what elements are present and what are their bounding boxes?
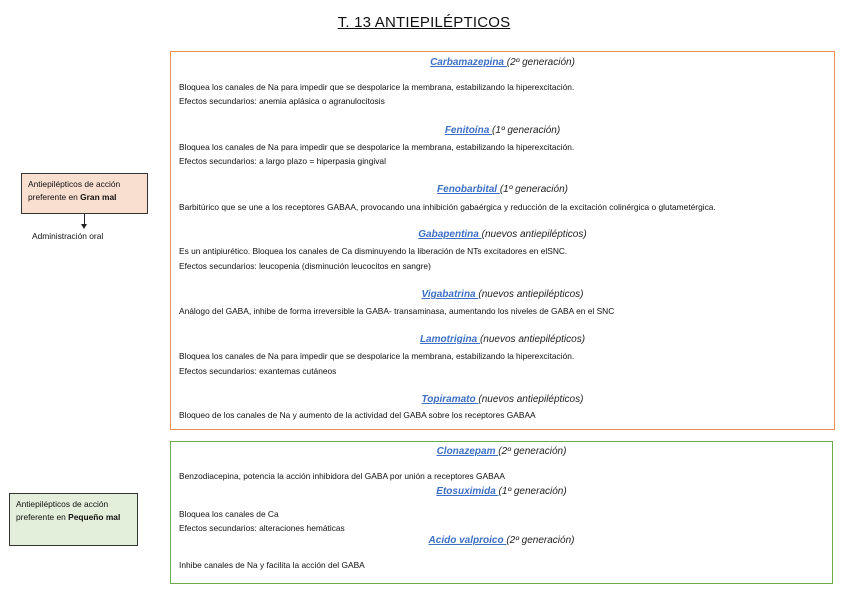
- drug-title: [171, 394, 834, 405]
- drug-generation: (2º generación): [498, 446, 567, 457]
- drug-title: [171, 486, 832, 497]
- drug-title: [171, 57, 834, 68]
- drug-name: Clonazepam: [436, 446, 499, 457]
- drug-title: [171, 125, 834, 136]
- drug-title: [171, 446, 832, 457]
- gran-mal-label-prefix: Antiepilépticos de acción preferente en: [28, 179, 121, 202]
- drug-generation: (nuevos antiepilépticos): [478, 289, 584, 300]
- drug-title: [171, 535, 832, 546]
- drug-description: Efectos secundarios: leucopenia (disminución leucocitos en sangre): [179, 261, 431, 271]
- drug-title: [171, 184, 834, 195]
- drug-generation: (1º generación): [492, 125, 561, 136]
- drug-name: Gabapentina: [418, 229, 482, 240]
- drug-description: Inhibe canales de Na y facilita la acción del GABA: [179, 560, 365, 570]
- administration-note: Administración oral: [32, 231, 104, 241]
- drug-description: Efectos secundarios: alteraciones hemáticas: [179, 523, 345, 533]
- drug-description: Bloquea los canales de Na para impedir que se despolarice la membrana, estabilizando la hiperexcitación.: [179, 351, 575, 361]
- drug-title: [171, 289, 834, 300]
- gran-mal-label: [21, 173, 148, 214]
- drug-description: Efectos secundarios: exantemas cutáneos: [179, 366, 337, 376]
- pequeno-mal-label: [9, 493, 138, 546]
- drug-name: Fenobarbital: [437, 184, 500, 195]
- pequeno-mal-box: [170, 441, 833, 584]
- drug-name: Vigabatrina: [421, 289, 479, 300]
- drug-generation: (nuevos antiepilépticos): [478, 394, 584, 405]
- drug-generation: (nuevos antiepilépticos): [479, 334, 586, 345]
- drug-description: Efectos secundarios: a largo plazo = hiperpasia gingival: [179, 156, 386, 166]
- drug-name: Fenitoína: [444, 125, 493, 136]
- drug-name: Carbamazepina: [430, 57, 507, 68]
- pequeno-mal-label-prefix: Antiepilépticos de acción preferente en: [16, 499, 109, 522]
- arrow-down-icon: [81, 224, 87, 229]
- drug-description: Análogo del GABA, inhibe de forma irreversible la GABA- transaminasa, aumentando los niveles de GABA en el SNC: [179, 306, 615, 316]
- drug-title: [171, 229, 834, 240]
- drug-generation: (2º generación): [506, 57, 575, 68]
- drug-description: Benzodiacepina, potencia la acción inhibidora del GABA por unión a receptores GABAA: [179, 471, 505, 481]
- drug-name: Acido valproico: [428, 535, 507, 546]
- drug-description: Bloquea los canales de Na para impedir que se despolarice la membrana, estabilizando la hiperexcitación.: [179, 142, 575, 152]
- drug-name: Lamotrigina: [419, 334, 480, 345]
- drug-description: Bloquea los canales de Ca: [179, 509, 279, 519]
- drug-generation: (1º generación): [498, 486, 567, 497]
- pequeno-mal-label-bold: Pequeño mal: [68, 512, 121, 522]
- drug-generation: (2º generación): [506, 535, 575, 546]
- drug-description: Bloqueo de los canales de Na y aumento de la actividad del GABA sobre los receptores GABAA: [179, 410, 536, 420]
- drug-description: Bloquea los canales de Na para impedir que se despolarice la membrana, estabilizando la hiperexcitación.: [179, 82, 575, 92]
- gran-mal-label-bold: Gran mal: [80, 192, 117, 202]
- gran-mal-box: [170, 51, 835, 430]
- page-title: T. 13 ANTIEPILÉPTICOS: [337, 14, 511, 31]
- drug-generation: (nuevos antiepilépticos): [481, 229, 587, 240]
- drug-generation: (1º generación): [499, 184, 568, 195]
- drug-description: Efectos secundarios: anemia aplásica o agranulocitosis: [179, 96, 385, 106]
- drug-name: Etosuximida: [436, 486, 499, 497]
- drug-description: Es un antipiurético. Bloquea los canales de Ca disminuyendo la liberación de NTs excitadores en elSNC.: [179, 246, 568, 256]
- drug-name: Topiramato: [421, 394, 479, 405]
- drug-title: [171, 334, 834, 345]
- drug-description: Barbitúrico que se une a los receptores GABAA, provocando una inhibición gabaérgica y reducción de la excitación colinérgica o glutametérgica.: [179, 202, 716, 212]
